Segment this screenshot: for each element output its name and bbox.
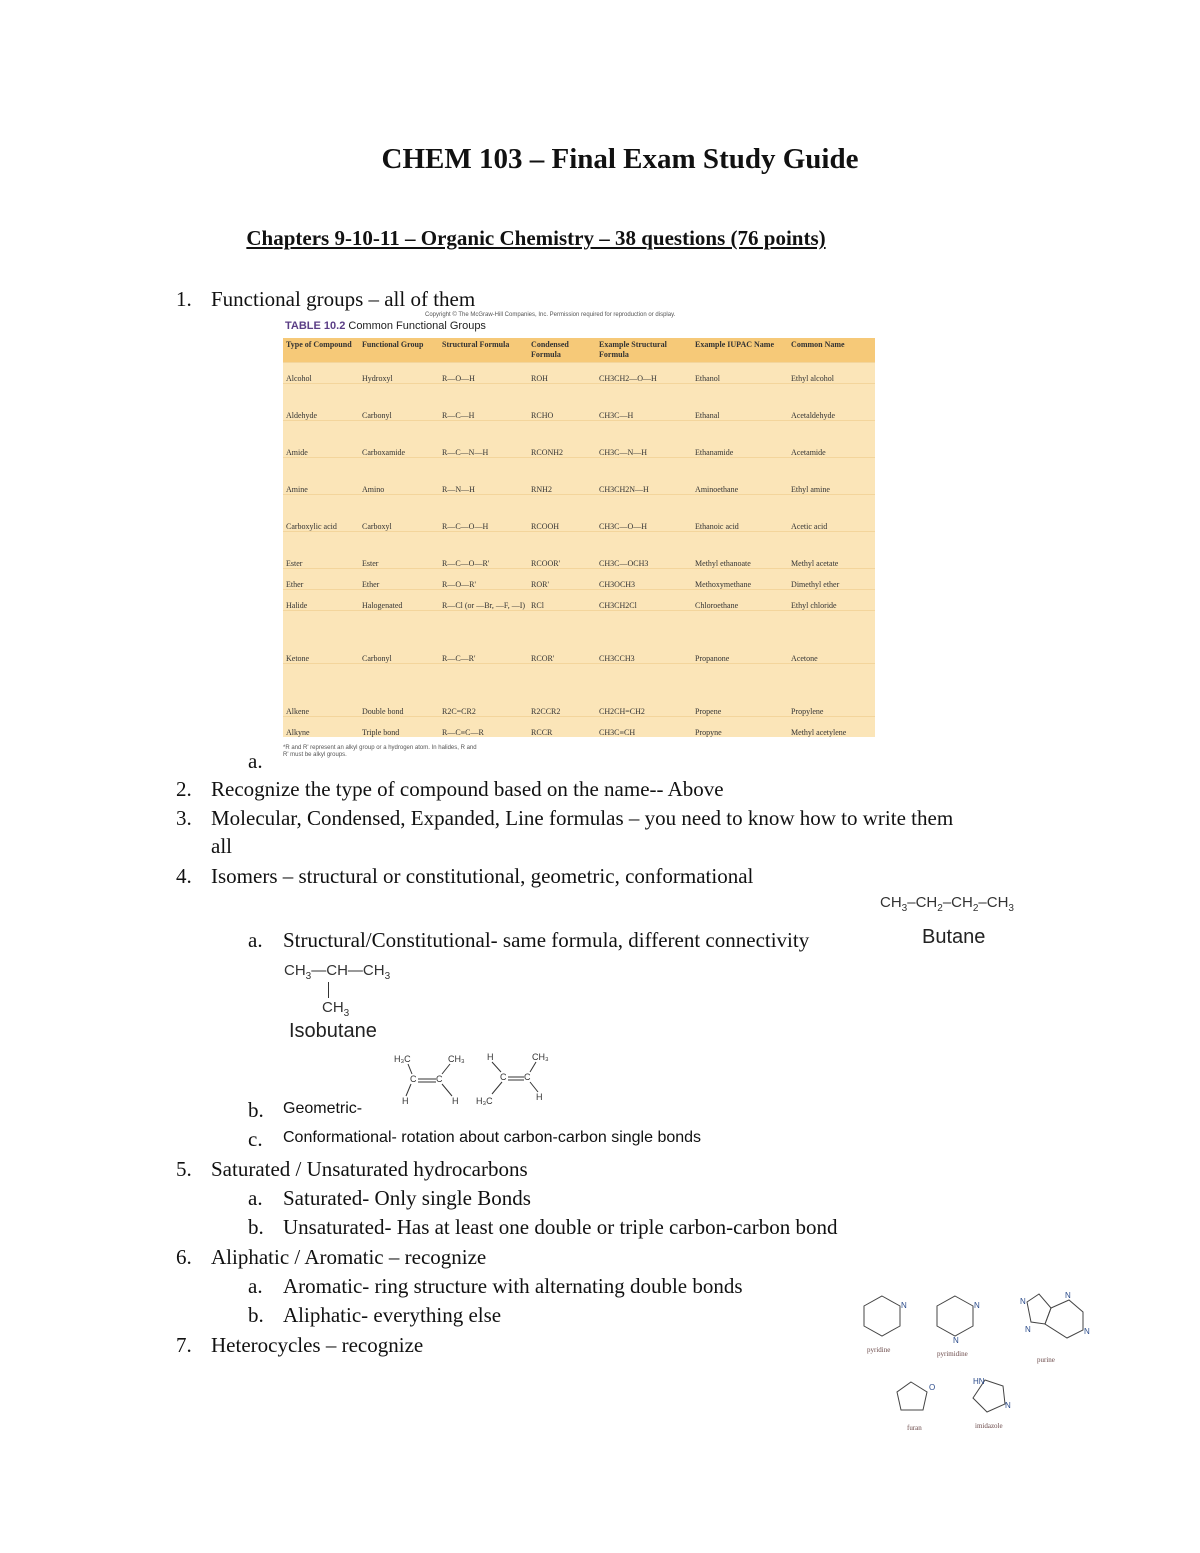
- svg-text:HN: HN: [973, 1377, 985, 1386]
- table-cell: Acetamide: [788, 421, 875, 458]
- sub-label: b.: [248, 1215, 264, 1239]
- table-row: [283, 421, 875, 458]
- table-cell: Amine: [283, 458, 359, 495]
- table-cell: Ethanamide: [692, 421, 788, 458]
- table-cell: Ethyl chloride: [788, 590, 875, 611]
- item-number: 5.: [176, 1157, 192, 1181]
- table-footnote: *R and R' represent an alkyl group or a hydrogen atom. In halides, R and R' must be alkyl groups.: [283, 745, 477, 758]
- sub-text: Aliphatic- everything else: [283, 1303, 502, 1327]
- table-cell: R—Cl (or —Br, —F, —I): [439, 590, 528, 611]
- svg-text:H: H: [536, 1092, 543, 1102]
- table-cell: R—C—R': [439, 611, 528, 664]
- svg-text:H: H: [402, 1096, 409, 1106]
- table-cell: ROH: [528, 363, 596, 384]
- purine-six-ring: [1045, 1300, 1083, 1338]
- table-cell: R—C≡C—R: [439, 717, 528, 738]
- sub-text: Structural/Constitutional- same formula, different connectivity: [283, 928, 810, 952]
- svg-text:CH₃: CH₃: [532, 1052, 549, 1062]
- table-cell: Propyne: [692, 717, 788, 738]
- item-text: Molecular, Condensed, Expanded, Line formulas – you need to know how to write them: [211, 806, 954, 830]
- item-number: 2.: [176, 777, 192, 801]
- item-number: 3.: [176, 806, 192, 830]
- table-cell: Ester: [283, 532, 359, 569]
- sub-text: Saturated- Only single Bonds: [283, 1186, 531, 1210]
- table-cell: Methoxymethane: [692, 569, 788, 590]
- table-row: [283, 532, 875, 569]
- heterocycles-figure: [855, 1290, 1095, 1440]
- sub-label: a.: [248, 749, 263, 773]
- table-header: Type of Compound: [283, 338, 359, 363]
- sub-label: c.: [248, 1127, 263, 1151]
- sub-label: a.: [248, 928, 263, 952]
- isobutane-chain: $CH_3—CH—CH_3$: [284, 962, 391, 982]
- sub-item: [0, 1185, 1200, 1211]
- heterocycle-label: imidazole: [975, 1422, 1003, 1430]
- svg-text:H₃C: H₃C: [394, 1054, 411, 1064]
- item-number: 1.: [176, 287, 192, 311]
- svg-text:H: H: [487, 1052, 494, 1062]
- page-title: CHEM 103 – Final Exam Study Guide: [381, 143, 859, 175]
- table-cell: Carbonyl: [359, 611, 439, 664]
- svg-text:N: N: [974, 1301, 980, 1310]
- list-item: [0, 286, 1200, 312]
- item-number: 7.: [176, 1333, 192, 1357]
- cis-trans-isomers-figure: [390, 1048, 560, 1116]
- table-row: [283, 611, 875, 664]
- table-cell: Propanone: [692, 611, 788, 664]
- table-number: TABLE 10.2: [285, 320, 346, 332]
- table-row: [283, 458, 875, 495]
- table-cell: CH2CH=CH2: [596, 664, 692, 717]
- table-header: Condensed Formula: [528, 338, 596, 363]
- table-header: Functional Group: [359, 338, 439, 363]
- table-cell: Ethanol: [692, 363, 788, 384]
- table-caption: [285, 320, 486, 332]
- table-cell: CH3C—OCH3: [596, 532, 692, 569]
- table-cell: Carboxyl: [359, 495, 439, 532]
- table-row: [283, 590, 875, 611]
- list-item: [0, 1244, 1200, 1270]
- pyridine-ring: [864, 1296, 900, 1336]
- item-text: Isomers – structural or constitutional, geometric, conformational: [211, 864, 754, 888]
- table-cell: RCOOH: [528, 495, 596, 532]
- sub-text: Unsaturated- Has at least one double or triple carbon-carbon bond: [283, 1215, 838, 1239]
- table-cell: RCOOR': [528, 532, 596, 569]
- svg-text:N: N: [901, 1301, 907, 1310]
- table-cell: CH3CCH3: [596, 611, 692, 664]
- table-cell: R—N—H: [439, 458, 528, 495]
- functional-groups-table: [283, 338, 875, 737]
- sub-text: Aromatic- ring structure with alternating double bonds: [283, 1274, 743, 1298]
- svg-text:N: N: [1005, 1401, 1011, 1410]
- table-cell: Carbonyl: [359, 384, 439, 421]
- heterocycle-label: furan: [907, 1424, 922, 1432]
- svg-text:C: C: [436, 1074, 443, 1084]
- isobutane-label: Isobutane: [289, 1020, 377, 1042]
- list-item: [0, 805, 1200, 861]
- table-cell: RCONH2: [528, 421, 596, 458]
- table-header: Structural Formula: [439, 338, 528, 363]
- table-cell: Acetaldehyde: [788, 384, 875, 421]
- table-cell: ROR': [528, 569, 596, 590]
- table-cell: Ether: [283, 569, 359, 590]
- table-header-row: [283, 338, 875, 363]
- svg-text:N: N: [1084, 1327, 1090, 1336]
- item-number: 4.: [176, 864, 192, 888]
- svg-text:O: O: [929, 1383, 936, 1392]
- table-caption-text: Common Functional Groups: [348, 320, 486, 332]
- table-cell: RNH2: [528, 458, 596, 495]
- item-text: Saturated / Unsaturated hydrocarbons: [211, 1157, 528, 1181]
- table-cell: Ether: [359, 569, 439, 590]
- sub-item: [0, 1273, 860, 1299]
- item-number: 6.: [176, 1245, 192, 1269]
- table-cell: CH3C—N—H: [596, 421, 692, 458]
- svg-text:H: H: [452, 1096, 459, 1106]
- sub-text: Geometric-: [283, 1100, 363, 1117]
- list-item: [0, 863, 1200, 889]
- table-header: Example IUPAC Name: [692, 338, 788, 363]
- sub-text: Conformational- rotation about carbon-carbon single bonds: [283, 1129, 702, 1146]
- table-cell: R—O—H: [439, 363, 528, 384]
- svg-text:CH₃: CH₃: [448, 1054, 465, 1064]
- table-cell: Triple bond: [359, 717, 439, 738]
- table-cell: CH3CH2—O—H: [596, 363, 692, 384]
- table-cell: RCCR: [528, 717, 596, 738]
- table-cell: R—C—N—H: [439, 421, 528, 458]
- svg-text:C: C: [524, 1072, 531, 1082]
- furan-ring: [897, 1382, 927, 1410]
- isobutane-bond: [328, 982, 329, 998]
- table-cell: CH3C—H: [596, 384, 692, 421]
- table-cell: CH3C≡CH: [596, 717, 692, 738]
- svg-text:C: C: [410, 1074, 417, 1084]
- sub-label: a.: [248, 1274, 263, 1298]
- table-cell: CH3CH2Cl: [596, 590, 692, 611]
- item-text: Recognize the type of compound based on the name-- Above: [211, 777, 724, 801]
- table-cell: RCHO: [528, 384, 596, 421]
- table-cell: Amino: [359, 458, 439, 495]
- table-cell: Carboxamide: [359, 421, 439, 458]
- table-cell: CH3CH2N—H: [596, 458, 692, 495]
- table-cell: R2CCR2: [528, 664, 596, 717]
- table-cell: R—C—O—R': [439, 532, 528, 569]
- table-row: [283, 569, 875, 590]
- table-cell: Hydroxyl: [359, 363, 439, 384]
- table-cell: Ethanal: [692, 384, 788, 421]
- svg-text:C: C: [500, 1072, 507, 1082]
- heterocycle-label: pyrimidine: [937, 1350, 968, 1358]
- table-cell: Aldehyde: [283, 384, 359, 421]
- item-text: Functional groups – all of them: [211, 287, 476, 311]
- table-cell: R—C—O—H: [439, 495, 528, 532]
- purine-five-ring: [1027, 1294, 1051, 1324]
- table-row: [283, 717, 875, 738]
- table-cell: Alcohol: [283, 363, 359, 384]
- table-cell: Carboxylic acid: [283, 495, 359, 532]
- item-text: Heterocycles – recognize: [211, 1333, 424, 1357]
- table-cell: Methyl ethanoate: [692, 532, 788, 569]
- table-cell: Acetone: [788, 611, 875, 664]
- svg-text:N: N: [1020, 1297, 1026, 1306]
- table-cell: Double bond: [359, 664, 439, 717]
- sub-label: b.: [248, 1098, 264, 1122]
- table-cell: Halide: [283, 590, 359, 611]
- table-copyright: Copyright © The McGraw-Hill Companies, Inc. Permission required for reproduction or display.: [425, 312, 676, 318]
- table-row: [283, 495, 875, 532]
- butane-label: Butane: [922, 926, 986, 948]
- pyrimidine-ring: [937, 1296, 973, 1336]
- heterocycle-label: pyridine: [867, 1346, 891, 1354]
- table-cell: Aminoethane: [692, 458, 788, 495]
- table-cell: Propene: [692, 664, 788, 717]
- table-cell: Amide: [283, 421, 359, 458]
- table-cell: Ethyl amine: [788, 458, 875, 495]
- table-cell: Dimethyl ether: [788, 569, 875, 590]
- table-cell: Alkyne: [283, 717, 359, 738]
- table-cell: RCOR': [528, 611, 596, 664]
- table-header: Common Name: [788, 338, 875, 363]
- table-cell: Alkene: [283, 664, 359, 717]
- svg-text:N: N: [953, 1336, 959, 1345]
- table-cell: Ethanoic acid: [692, 495, 788, 532]
- isobutane-branch: $CH_3$: [322, 999, 350, 1019]
- table-cell: Methyl acetate: [788, 532, 875, 569]
- svg-text:N: N: [1025, 1325, 1031, 1334]
- table-row: [283, 384, 875, 421]
- table-row: [283, 363, 875, 384]
- table-cell: Ketone: [283, 611, 359, 664]
- table-cell: R2C=CR2: [439, 664, 528, 717]
- table-row: [283, 664, 875, 717]
- list-item: [0, 1332, 860, 1358]
- isobutane-structure: [284, 962, 414, 1019]
- table-cell: Chloroethane: [692, 590, 788, 611]
- table-cell: Acetic acid: [788, 495, 875, 532]
- table-cell: CH3C—O—H: [596, 495, 692, 532]
- sub-label: b.: [248, 1303, 264, 1327]
- table-cell: Ethyl alcohol: [788, 363, 875, 384]
- heterocycle-label: purine: [1037, 1356, 1055, 1364]
- table-cell: Halogenated: [359, 590, 439, 611]
- table-header: Example Structural Formula: [596, 338, 692, 363]
- sub-label: a.: [248, 1186, 263, 1210]
- svg-text:N: N: [1065, 1291, 1071, 1300]
- table-cell: Methyl acetylene: [788, 717, 875, 738]
- table-cell: RCl: [528, 590, 596, 611]
- table-cell: Propylene: [788, 664, 875, 717]
- table-cell: R—O—R': [439, 569, 528, 590]
- table-cell: R—C—H: [439, 384, 528, 421]
- section-heading: Chapters 9-10-11 – Organic Chemistry – 38 questions (76 points): [246, 226, 826, 250]
- sub-item: [0, 1214, 1200, 1240]
- item-text-continued: all: [211, 834, 232, 858]
- table-cell: CH3OCH3: [596, 569, 692, 590]
- svg-text:H₃C: H₃C: [476, 1096, 493, 1106]
- table-cell: Ester: [359, 532, 439, 569]
- sub-item: [0, 927, 1200, 953]
- butane-formula: $CH_3-CH_2-CH_2-CH_3$: [880, 894, 1014, 914]
- list-item: [0, 776, 1200, 802]
- item-text: Aliphatic / Aromatic – recognize: [211, 1245, 487, 1269]
- list-item: [0, 1156, 1200, 1182]
- sub-item: [0, 1302, 860, 1328]
